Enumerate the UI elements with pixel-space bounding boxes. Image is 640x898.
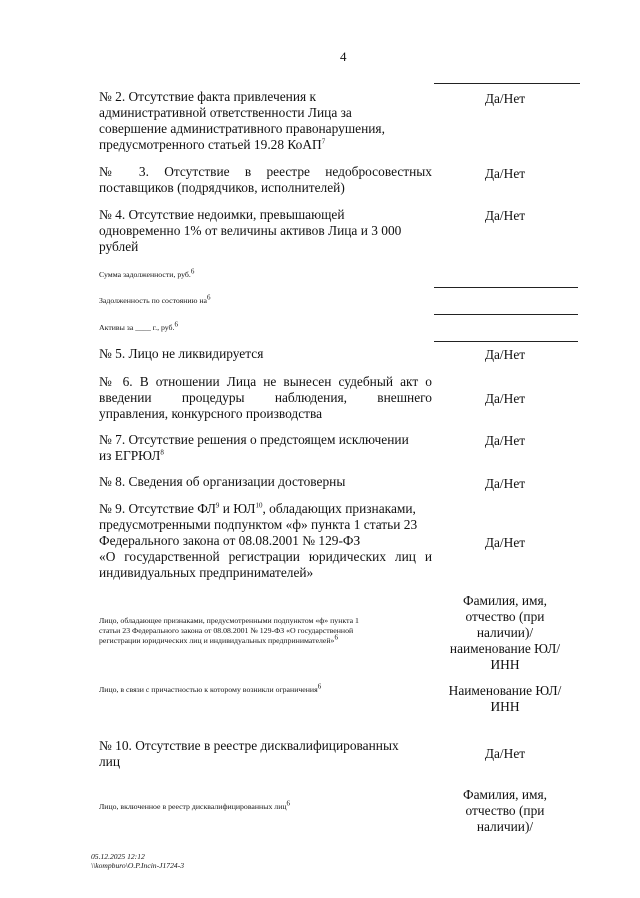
criterion-3-line: № 3. Отсутствие в реестре недобросовестных: [99, 164, 432, 179]
criterion-6-line: № 6. В отношении Лица не вынесен судебный акт о: [99, 374, 432, 389]
debt-date-label: Задолженность по состоянию $на^6$: [99, 293, 211, 305]
criterion-10-line: № 10. Отсутствие в реестре дисквалифицированных: [99, 738, 399, 753]
criterion-9-line: индивидуальных предпринимателей»: [99, 565, 314, 580]
footer-timestamp: 05.12.2025 12:12: [91, 852, 145, 861]
debt-sum-label: Сумма задолженности, руб.$^6$: [99, 267, 195, 279]
criterion-8-line: № 8. Сведения об организации достоверны: [99, 474, 346, 489]
criterion-5-line: № 5. Лицо не ликвидируется: [99, 346, 264, 361]
criterion-4-line: № 4. Отсутствие недоимки, превышающей: [99, 207, 345, 222]
related-answer-line: ИНН: [490, 699, 520, 714]
debt-sum-field[interactable]: [434, 287, 578, 288]
criterion-3-answer: Да/Нет: [484, 166, 526, 181]
criterion-9-line: № 9. Отсутствие $ФЛ^9$ и ЮЛ$^{10}$, обладающих признаками,: [99, 501, 416, 516]
person-answer-line: ИНН: [490, 657, 520, 672]
related-answer-line: Наименование ЮЛ/: [448, 683, 562, 698]
criterion-7-line: из ЕГРЮЛ$^8$: [99, 448, 164, 463]
criterion-6-line: введении процедуры наблюдения, внешнего: [99, 390, 432, 405]
criterion-9-line: «О государственной регистрации юридических лиц и: [99, 549, 432, 564]
criterion-9-line: Федерального закона от 08.08.2001 № 129-ФЗ: [99, 533, 361, 548]
person-answer-line: отчество (при: [465, 609, 545, 624]
related-label: Лицо, в связи с причастностью к которому возникли ограничения$^6$: [99, 682, 322, 694]
criterion-8-answer: Да/Нет: [484, 476, 526, 491]
criterion-6-line: управления, конкурсного производства: [99, 406, 323, 421]
criterion-4-line: одновременно 1% от величины активов Лица и 3 000: [99, 223, 402, 238]
criterion-10-line: лиц: [99, 754, 121, 769]
person-label-line: статьи 23 Федерального закона от 08.08.2001 № 129-ФЗ «О государственной: [99, 626, 354, 635]
criterion-7-line: № 7. Отсутствие решения о предстоящем исключении: [99, 432, 409, 447]
disqualified-label: Лицо, включенное в реестр дисквалифицированных лиц$^6$: [99, 799, 291, 811]
criterion-3-line: поставщиков (подрядчиков, исполнителей): [99, 180, 345, 195]
assets-label: Активы за ____ г., руб.$^6$: [99, 320, 178, 332]
assets-field[interactable]: [434, 341, 578, 342]
person-answer-line: наименование ЮЛ/: [449, 641, 561, 656]
criterion-10-answer: Да/Нет: [484, 746, 526, 761]
criterion-2-line: предусмотренного статьей 19.28 КоАП$^7$: [99, 137, 326, 152]
person-answer-line: наличии)/: [476, 625, 534, 640]
page-number: 4: [340, 49, 347, 64]
criterion-9-line: предусмотренными подпунктом «ф» пункта 1 статьи 23: [99, 517, 418, 532]
criterion-7-answer: Да/Нет: [484, 433, 526, 448]
header-rule: [434, 83, 580, 84]
person-label-line: Лицо, обладающее признаками, предусмотренными подпунктом «ф» пункта 1: [99, 616, 359, 625]
criterion-2-answer: Да/Нет: [484, 91, 526, 106]
criterion-6-answer: Да/Нет: [484, 391, 526, 406]
footer-path: \\kompburo\О.Р.Incin-J1724-3: [91, 861, 185, 870]
debt-date-field[interactable]: [434, 314, 578, 315]
disqualified-answer-line: Фамилия, имя,: [462, 787, 547, 802]
disqualified-answer-line: наличии)/: [476, 819, 534, 834]
person-label-line: регистрации юридических лиц и индивидуальных предпринимателей»$^6$: [99, 633, 338, 645]
criterion-5-answer: Да/Нет: [484, 347, 526, 362]
criterion-4-line: рублей: [99, 239, 139, 254]
person-answer-line: Фамилия, имя,: [462, 593, 547, 608]
criterion-2-line: № 2. Отсутствие факта привлечения к: [99, 89, 316, 104]
criterion-4-answer: Да/Нет: [484, 208, 526, 223]
criterion-2-line: совершение административного правонарушения,: [99, 121, 385, 136]
criterion-9-answer: Да/Нет: [484, 535, 526, 550]
criterion-2-line: административной ответственности Лица за: [99, 105, 352, 120]
disqualified-answer-line: отчество (при: [465, 803, 545, 818]
